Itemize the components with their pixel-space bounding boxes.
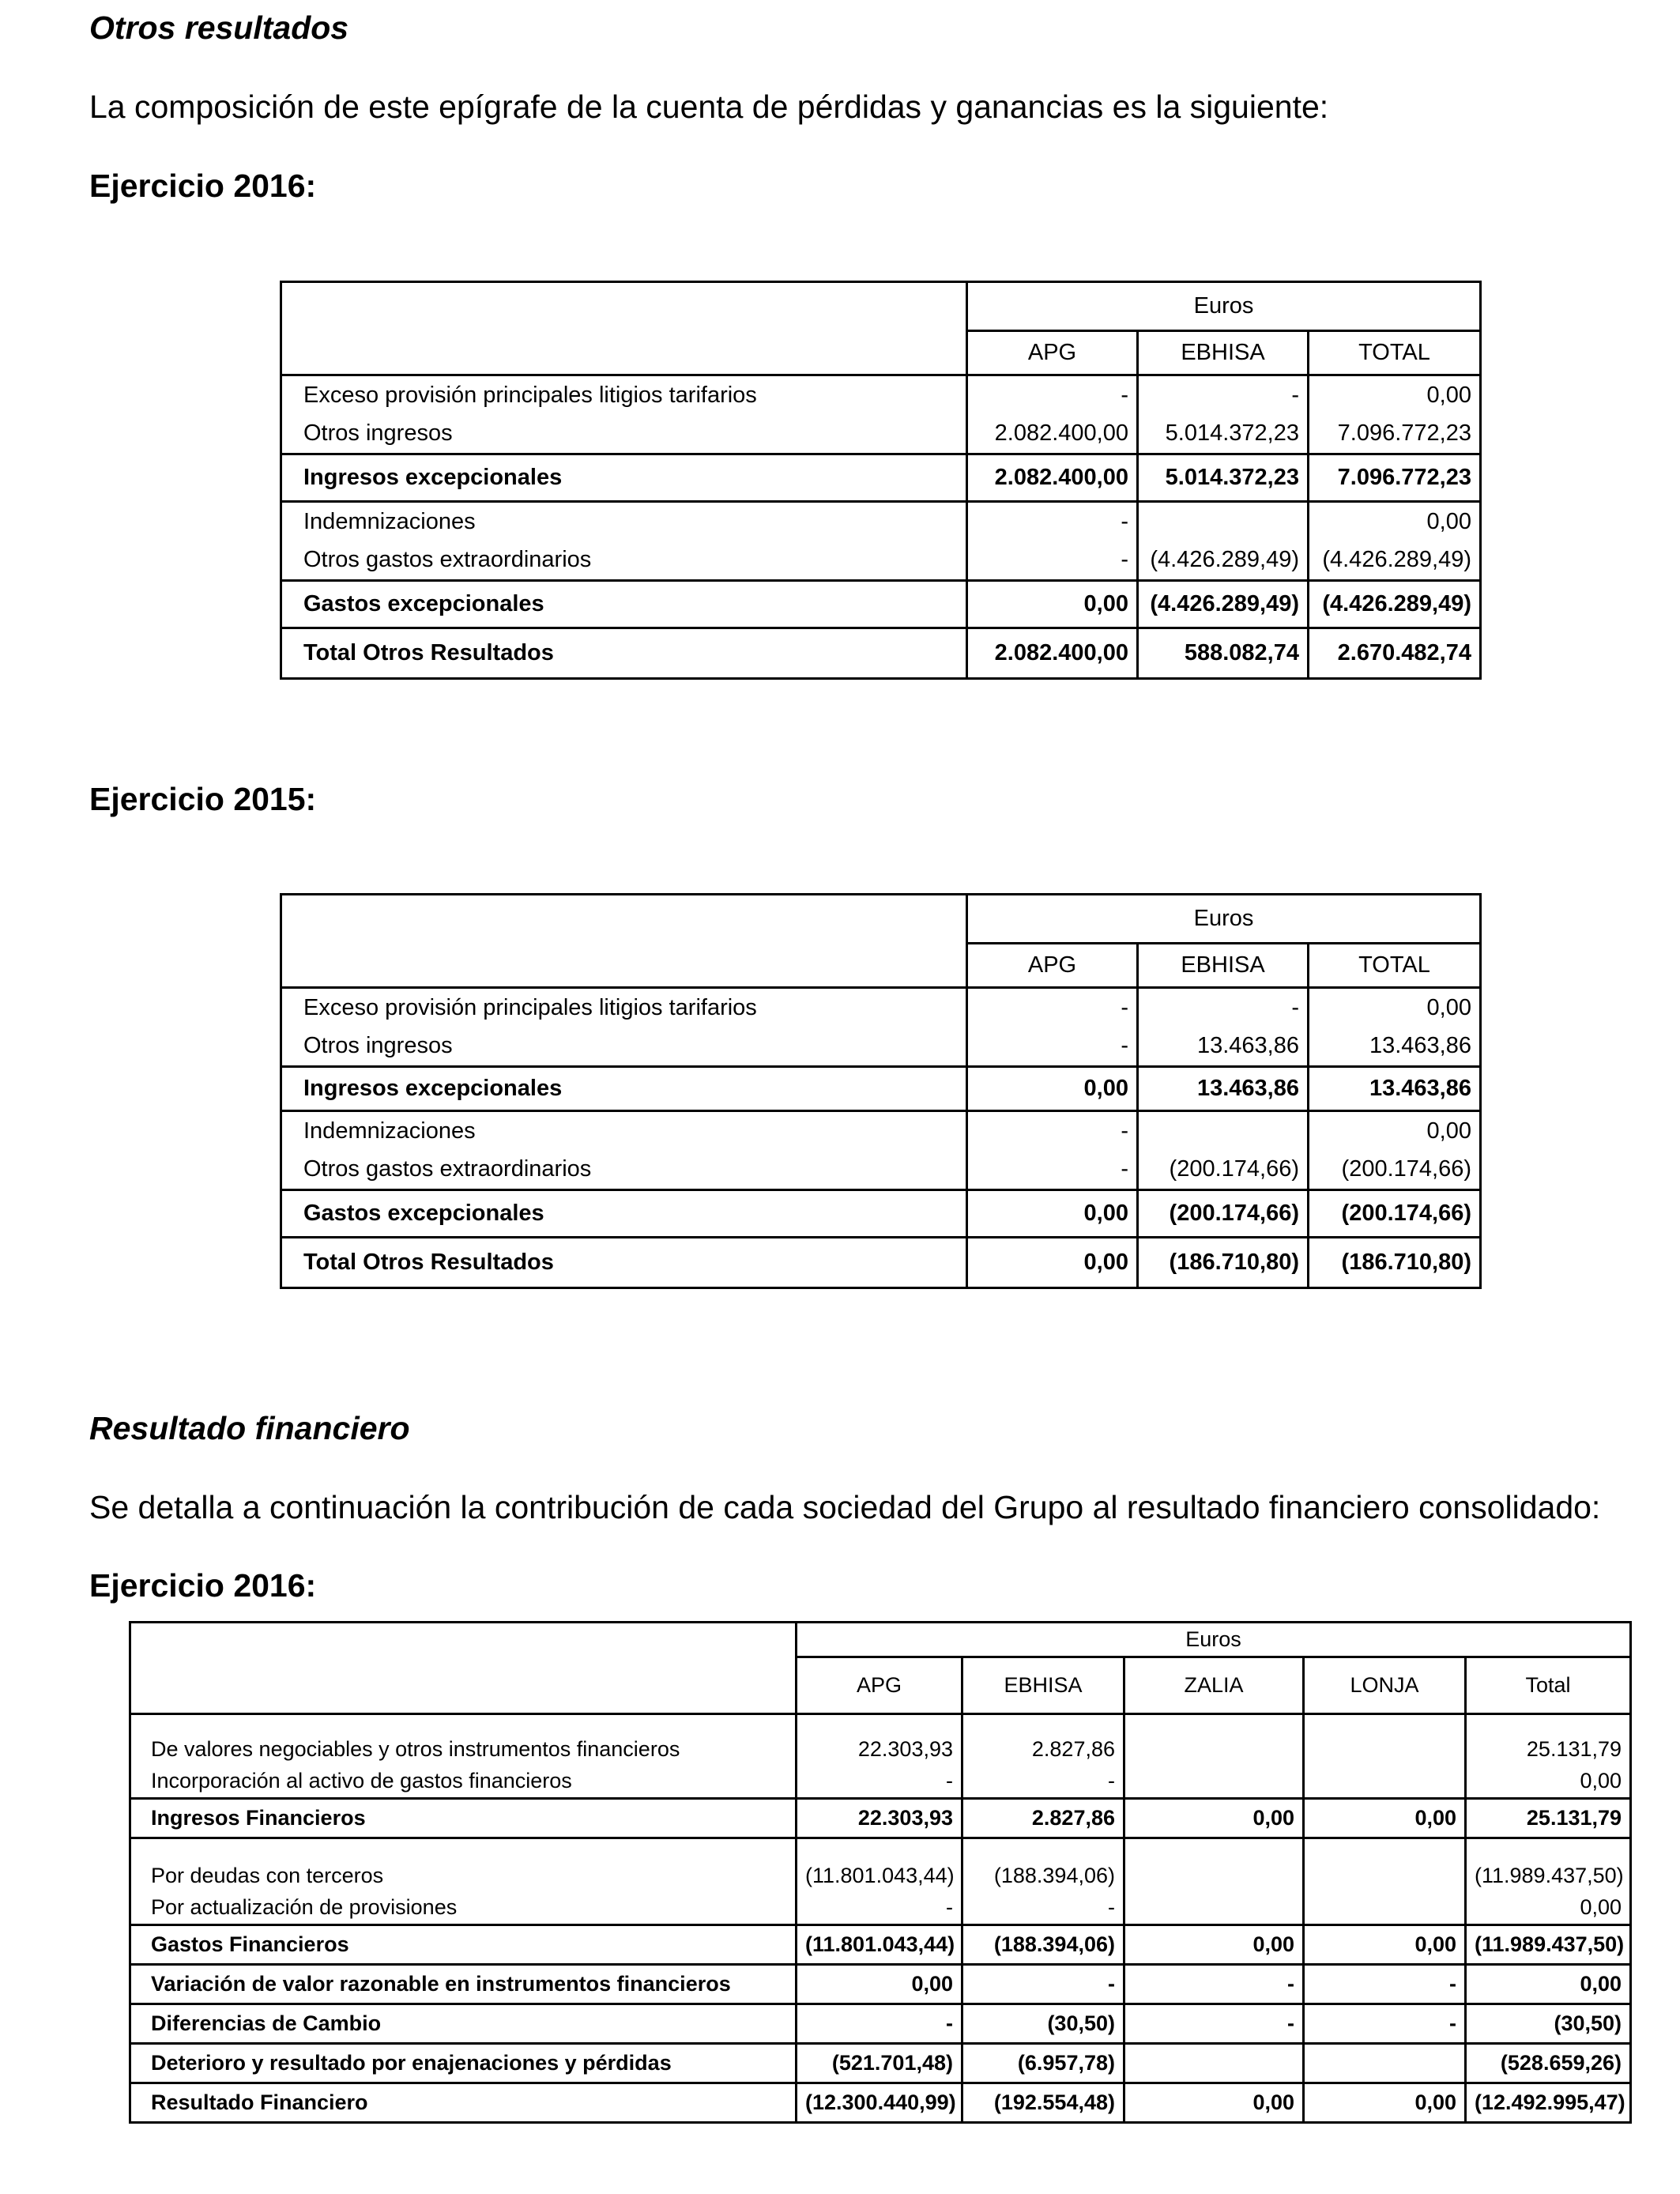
- cell-value: 0,00: [1466, 1965, 1631, 2004]
- cell-value: 13.463,86: [1309, 1027, 1481, 1067]
- cell-value: 0,00: [1304, 2083, 1466, 2123]
- row-label: De valores negociables y otros instrumentos financieros: [130, 1714, 797, 1765]
- cell-value: -: [967, 1151, 1138, 1190]
- row-label: Total Otros Resultados: [281, 628, 967, 679]
- cell-value: (4.426.289,49): [1138, 581, 1309, 628]
- row-label: Exceso provisión principales litigios tarifarios: [281, 375, 967, 415]
- cell-value: [1138, 502, 1309, 541]
- column-header-total: TOTAL: [1309, 944, 1481, 988]
- year-heading-2016-financiero: Ejercicio 2016:: [89, 1567, 317, 1604]
- table-row-subtotal: [130, 2004, 1631, 2044]
- cell-value: 2.827,86: [962, 1799, 1124, 1838]
- cell-value: 22.303,93: [797, 1799, 962, 1838]
- cell-value: (521.701,48): [797, 2044, 962, 2083]
- cell-value: [1304, 1838, 1466, 1891]
- table-row: [281, 502, 1481, 541]
- cell-value: -: [962, 1891, 1124, 1925]
- unit-header: Euros: [797, 1623, 1631, 1657]
- cell-value: 0,00: [1466, 1765, 1631, 1799]
- table-row-subtotal: [130, 1799, 1631, 1838]
- cell-value: 0,00: [797, 1965, 962, 2004]
- column-header-zalia: ZALIA: [1124, 1657, 1304, 1714]
- cell-value: (200.174,66): [1138, 1151, 1309, 1190]
- table-row: [130, 1765, 1631, 1799]
- row-label: Ingresos excepcionales: [281, 1067, 967, 1111]
- cell-value: -: [797, 1891, 962, 1925]
- row-label: Variación de valor razonable en instrumentos financieros: [130, 1965, 797, 2004]
- cell-value: [1124, 1891, 1304, 1925]
- cell-value: 2.082.400,00: [967, 415, 1138, 454]
- cell-value: (11.989.437,50): [1466, 1838, 1631, 1891]
- row-label: Por actualización de provisiones: [151, 1894, 458, 1919]
- cell-value: 13.463,86: [1138, 1067, 1309, 1111]
- row-label: Gastos Financieros: [130, 1925, 797, 1965]
- row-label: Total Otros Resultados: [281, 1238, 967, 1288]
- column-header-lonja: LONJA: [1304, 1657, 1466, 1714]
- cell-value: 2.670.482,74: [1309, 628, 1481, 679]
- column-header-ebhisa: EBHISA: [1138, 331, 1309, 375]
- row-label: Indemnizaciones: [281, 502, 967, 541]
- cell-value: -: [962, 1765, 1124, 1799]
- year-heading-2016-otros: Ejercicio 2016:: [89, 168, 317, 204]
- cell-value: (188.394,06): [962, 1925, 1124, 1965]
- table-row-subtotal: [281, 1190, 1481, 1238]
- row-label: Gastos excepcionales: [281, 581, 967, 628]
- table-row-total: [130, 2083, 1631, 2123]
- cell-value: 0,00: [1124, 2083, 1304, 2123]
- cell-value: (4.426.289,49): [1138, 541, 1309, 581]
- cell-value: -: [967, 1027, 1138, 1067]
- row-label: Ingresos Financieros: [130, 1799, 797, 1838]
- row-label: Por deudas con terceros: [130, 1838, 797, 1891]
- cell-value: (30,50): [962, 2004, 1124, 2044]
- table-row: [130, 1838, 1631, 1891]
- row-label: Exceso provisión principales litigios tarifarios: [281, 988, 967, 1027]
- table-row: [281, 1111, 1481, 1151]
- cell-value: 0,00: [1304, 1925, 1466, 1965]
- row-label: Gastos excepcionales: [281, 1190, 967, 1238]
- cell-value: 0,00: [1309, 988, 1481, 1027]
- table-row: [281, 415, 1481, 454]
- cell-value: 0,00: [1304, 1799, 1466, 1838]
- section-intro-resultado-financiero: Se detalla a continuación la contribución de cada sociedad del Grupo al resultado financiero consolidado:: [89, 1489, 1601, 1525]
- table-row-subtotal: [281, 581, 1481, 628]
- cell-value: 0,00: [967, 1190, 1138, 1238]
- row-label: Diferencias de Cambio: [130, 2004, 797, 2044]
- cell-value: 2.082.400,00: [967, 628, 1138, 679]
- cell-value: (200.174,66): [1309, 1190, 1481, 1238]
- section-intro-otros-resultados: La composición de este epígrafe de la cuenta de pérdidas y ganancias es la siguiente:: [89, 89, 1329, 125]
- cell-value: (200.174,66): [1309, 1151, 1481, 1190]
- cell-value: (30,50): [1466, 2004, 1631, 2044]
- row-label: Resultado Financiero: [130, 2083, 797, 2123]
- cell-value: 0,00: [1309, 502, 1481, 541]
- cell-value: 2.082.400,00: [967, 454, 1138, 502]
- cell-value: 25.131,79: [1466, 1714, 1631, 1765]
- cell-value: -: [1304, 1965, 1466, 2004]
- cell-value: [1304, 1765, 1466, 1799]
- cell-value: (11.989.437,50): [1466, 1925, 1631, 1965]
- table-row-subtotal: [130, 1925, 1631, 1965]
- cell-value: (11.801.043,44): [797, 1838, 962, 1891]
- cell-value: [1304, 2044, 1466, 2083]
- column-header-total: Total: [1466, 1657, 1631, 1714]
- row-label: Otros gastos extraordinarios: [303, 1156, 592, 1182]
- cell-value: (192.554,48): [962, 2083, 1124, 2123]
- cell-value: -: [1124, 1965, 1304, 2004]
- cell-value: -: [797, 1765, 962, 1799]
- column-header-ebhisa: EBHISA: [962, 1657, 1124, 1714]
- unit-header: Euros: [967, 282, 1481, 331]
- cell-value: (188.394,06): [962, 1838, 1124, 1891]
- column-header-total: TOTAL: [1309, 331, 1481, 375]
- cell-value: [1124, 1765, 1304, 1799]
- cell-value: 13.463,86: [1138, 1027, 1309, 1067]
- cell-value: -: [962, 1965, 1124, 2004]
- cell-value: -: [1138, 988, 1309, 1027]
- row-label: Otros ingresos: [303, 1033, 453, 1059]
- row-label: Ingresos excepcionales: [281, 454, 967, 502]
- cell-value: (11.801.043,44): [797, 1925, 962, 1965]
- section-title-otros-resultados: Otros resultados: [89, 9, 349, 46]
- cell-value: (4.426.289,49): [1309, 541, 1481, 581]
- table-row: [281, 375, 1481, 415]
- cell-value: [1304, 1714, 1466, 1765]
- cell-value: 588.082,74: [1138, 628, 1309, 679]
- table-row: [281, 541, 1481, 581]
- cell-value: -: [1304, 2004, 1466, 2044]
- table-otros-resultados-2016: [280, 281, 1482, 680]
- column-header-ebhisa: EBHISA: [1138, 944, 1309, 988]
- cell-value: (12.300.440,99): [797, 2083, 962, 2123]
- cell-value: 0,00: [967, 1067, 1138, 1111]
- cell-value: 0,00: [1466, 1891, 1631, 1925]
- cell-value: 13.463,86: [1309, 1067, 1481, 1111]
- cell-value: [1124, 1838, 1304, 1891]
- cell-value: -: [1138, 375, 1309, 415]
- table-row: [281, 1151, 1481, 1190]
- column-header-apg: APG: [797, 1657, 962, 1714]
- cell-value: [1124, 1714, 1304, 1765]
- cell-value: 25.131,79: [1466, 1799, 1631, 1838]
- cell-value: 0,00: [967, 581, 1138, 628]
- table-row: [281, 988, 1481, 1027]
- cell-value: -: [967, 502, 1138, 541]
- row-label: Incorporación al activo de gastos financieros: [151, 1768, 572, 1793]
- row-label: Otros gastos extraordinarios: [303, 547, 592, 573]
- table-row-total: [281, 628, 1481, 679]
- table-row: [281, 1027, 1481, 1067]
- section-title-resultado-financiero: Resultado financiero: [89, 1410, 410, 1446]
- cell-value: [1304, 1891, 1466, 1925]
- cell-value: -: [1124, 2004, 1304, 2044]
- cell-value: 0,00: [1309, 1111, 1481, 1151]
- table-row-subtotal: [130, 2044, 1631, 2083]
- cell-value: (186.710,80): [1138, 1238, 1309, 1288]
- table-row-subtotal: [281, 454, 1481, 502]
- cell-value: 5.014.372,23: [1138, 454, 1309, 502]
- cell-value: 7.096.772,23: [1309, 415, 1481, 454]
- row-label: Deterioro y resultado por enajenaciones y pérdidas: [130, 2044, 797, 2083]
- cell-value: 5.014.372,23: [1138, 415, 1309, 454]
- cell-value: 0,00: [1124, 1799, 1304, 1838]
- cell-value: -: [967, 988, 1138, 1027]
- cell-value: [1138, 1111, 1309, 1151]
- table-row-total: [281, 1238, 1481, 1288]
- table-row: [130, 1891, 1631, 1925]
- cell-value: 2.827,86: [962, 1714, 1124, 1765]
- column-header-apg: APG: [967, 331, 1138, 375]
- cell-value: 7.096.772,23: [1309, 454, 1481, 502]
- table-row: [130, 1714, 1631, 1765]
- table-resultado-financiero-2016: [129, 1621, 1632, 2124]
- cell-value: 22.303,93: [797, 1714, 962, 1765]
- cell-value: (6.957,78): [962, 2044, 1124, 2083]
- row-label: Indemnizaciones: [281, 1111, 967, 1151]
- cell-value: 0,00: [1309, 375, 1481, 415]
- cell-value: -: [967, 1111, 1138, 1151]
- cell-value: -: [967, 541, 1138, 581]
- column-header-apg: APG: [967, 944, 1138, 988]
- year-heading-2015-otros: Ejercicio 2015:: [89, 781, 317, 817]
- cell-value: (4.426.289,49): [1309, 581, 1481, 628]
- cell-value: -: [967, 375, 1138, 415]
- cell-value: 0,00: [1124, 1925, 1304, 1965]
- cell-value: [1124, 2044, 1304, 2083]
- cell-value: (12.492.995,47): [1466, 2083, 1631, 2123]
- table-row-subtotal: [130, 1965, 1631, 2004]
- table-otros-resultados-2015: [280, 893, 1482, 1289]
- cell-value: 0,00: [967, 1238, 1138, 1288]
- unit-header: Euros: [967, 895, 1481, 944]
- row-label: Otros ingresos: [303, 420, 453, 447]
- cell-value: (528.659,26): [1466, 2044, 1631, 2083]
- cell-value: (186.710,80): [1309, 1238, 1481, 1288]
- table-row-subtotal: [281, 1067, 1481, 1111]
- cell-value: (200.174,66): [1138, 1190, 1309, 1238]
- cell-value: -: [797, 2004, 962, 2044]
